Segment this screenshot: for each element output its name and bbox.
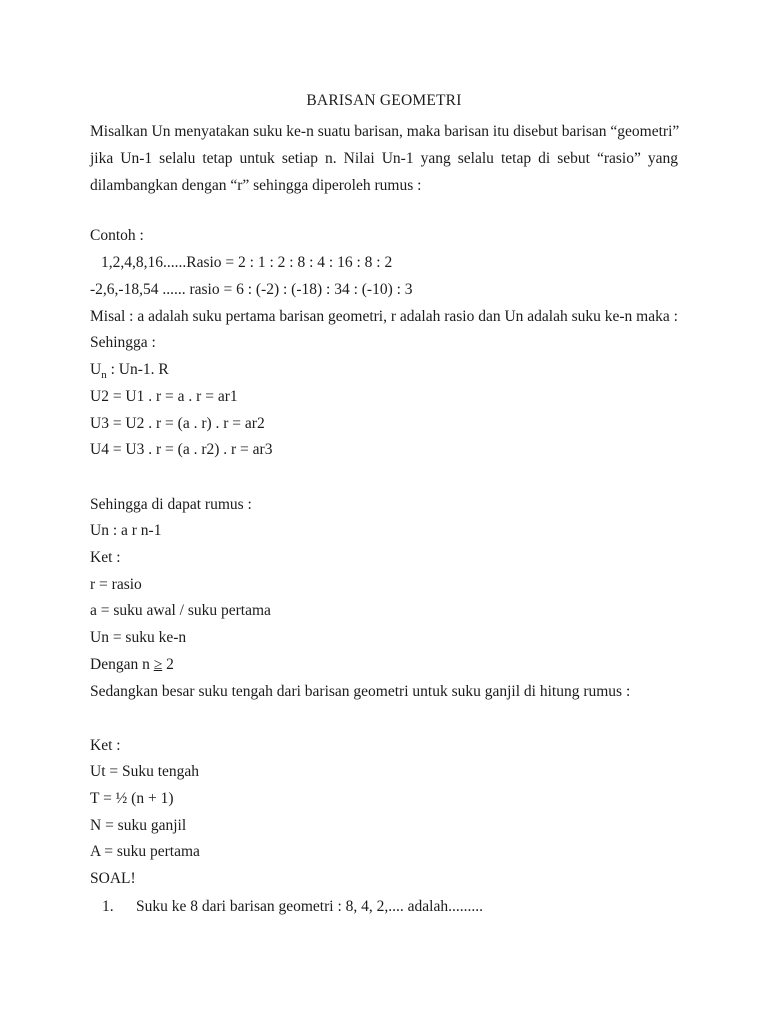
dengan-suffix: 2 xyxy=(162,656,174,673)
intro-line: jika Un-1 selalu tetap untuk setiap n. Nilai Un-1 yang selalu tetap di sebut “rasio” yang xyxy=(90,150,678,167)
intro-line: dilambangkan dengan “r” sehingga diperoleh rumus : xyxy=(90,177,422,194)
contoh-example-1: 1,2,4,8,16......Rasio = 2 : 1 : 2 : 8 : 4 : 16 : 8 : 2 xyxy=(101,254,393,271)
un-definition: Un = suku ke-n xyxy=(90,629,187,646)
contoh-example-2: -2,6,-18,54 ...... rasio = 6 : (-2) : (-18) : 34 : (-10) : 3 xyxy=(90,281,413,298)
r-definition: r = rasio xyxy=(90,576,142,593)
u2-formula: U2 = U1 . r = a . r = ar1 xyxy=(90,388,238,405)
a-definition: a = suku awal / suku pertama xyxy=(90,602,271,619)
ket-label-1: Ket : xyxy=(90,549,121,566)
u3-formula: U3 = U2 . r = (a . r) . r = ar2 xyxy=(90,415,265,432)
sedangkan-text: Sedangkan besar suku tengah dari barisan geometri untuk suku ganjil di hitung rumus : xyxy=(90,683,631,700)
un-recursive-formula xyxy=(90,360,169,385)
t-definition: T = ½ (n + 1) xyxy=(90,790,174,807)
soal-item-text: Suku ke 8 dari barisan geometri : 8, 4, 2,.... adalah......... xyxy=(136,898,483,915)
dengan-prefix: Dengan n xyxy=(90,656,154,673)
u4-formula: U4 = U3 . r = (a . r2) . r = ar3 xyxy=(90,441,273,458)
un-rest: : Un-1. R xyxy=(106,361,169,378)
misal-text: Misal : a adalah suku pertama barisan geometri, r adalah rasio dan Un adalah suku ke-n maka : xyxy=(90,308,678,325)
un-base: U xyxy=(90,361,102,378)
dengan-condition xyxy=(90,655,174,675)
ket-label-2: Ket : xyxy=(90,737,121,754)
un-formula: Un : a r n-1 xyxy=(90,522,162,539)
page-title: BARISAN GEOMETRI xyxy=(306,92,462,109)
ut-definition: Ut = Suku tengah xyxy=(90,763,200,780)
soal-heading: SOAL! xyxy=(90,870,136,887)
n-definition: N = suku ganjil xyxy=(90,817,187,834)
intro-line: Misalkan Un menyatakan suku ke-n suatu barisan, maka barisan itu disebut barisan “geometri” xyxy=(90,123,680,140)
intro-paragraph xyxy=(90,118,678,199)
soal-item-number: 1. xyxy=(102,898,114,915)
un-subscript: n xyxy=(101,369,107,381)
sehingga-rumus: Sehingga di dapat rumus : xyxy=(90,496,252,513)
contoh-label: Contoh : xyxy=(90,227,144,244)
geq-symbol: ≥ xyxy=(153,656,163,673)
sehingga-label: Sehingga : xyxy=(90,334,156,351)
a2-definition: A = suku pertama xyxy=(90,843,200,860)
